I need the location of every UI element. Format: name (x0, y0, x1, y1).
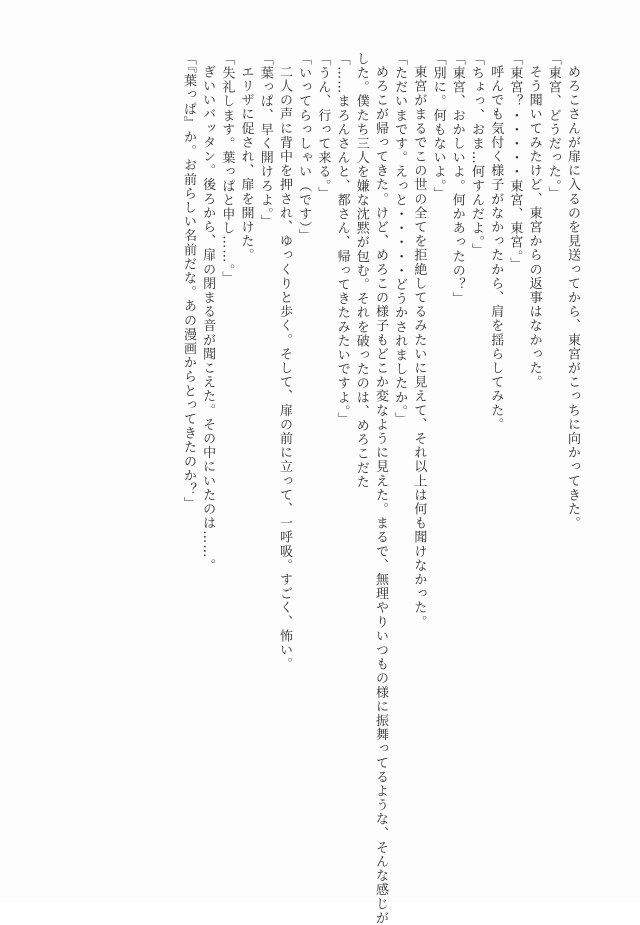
text-line: 「……まろんさんと、都さん、帰ってきたみたいですよ。」 (334, 52, 350, 427)
text-line: 「ちょっ、おま…何すんだよ。」 (468, 52, 484, 257)
text-line: 「東宮？・・・・・東宮、東宮。」 (507, 52, 523, 272)
text-line: 「ただいまです。えっと・・・・・どうかされましたか。」 (392, 52, 408, 427)
text-line: 「東宮、おかしいよ。何かあったの？」 (449, 52, 465, 306)
text-line: エリザに促され、扉を開けた。 (238, 65, 254, 263)
text-line: 東宮がまるでこの世の全てを拒絶してるみたいに見えて、それ以上は何も聞けなかった。 (411, 65, 427, 629)
text-line: した。僕たち三人を嫌な沈黙が包む。それを破ったのは、めろこだた (353, 52, 369, 490)
text-line: 「葉っぱ、早く開けろよ。」 (257, 52, 273, 229)
text-line: 「東宮、どうだった。」 (545, 52, 561, 201)
vertical-text-body (179, 52, 582, 925)
text-line: めろこが帰ってきた。けど、めろこの様子もどこか変なように見えた。まるで、無理やりいつもの様に振舞ってるような、そんな感じが (372, 65, 388, 925)
text-line: 「失礼します。葉っぱと申し……。」 (219, 52, 235, 286)
text-line: 「『葉っぱ』か。お前らしい名前だな。あの漫画からとってきたのか？」 (180, 52, 196, 511)
text-line: めろこさんが扉に入るのを見送ってから、東宮がこっちに向かってきた。 (565, 65, 580, 531)
text-line: 「いってらっしゃい（です）」 (296, 52, 312, 243)
text-line: そう聞いてみたけど、東宮からの返事はなかった。 (526, 65, 542, 390)
text-line: 二人の声に背中を押され、ゆっくりと歩く。そして、扉の前に立って、一呼吸。すごく、怖い。 (276, 65, 292, 672)
text-line: 「うん、行って来る。」 (315, 52, 331, 201)
text-line: ぎいいバッタン。後ろから、扉の閉まる音が聞こえた。その中にいたのは……。 (200, 65, 216, 573)
text-line: 呼んでも気付く様子がなかったから、肩を揺らしてみた。 (488, 65, 504, 432)
text-line: 「別に。何もないよ。」 (430, 52, 446, 201)
